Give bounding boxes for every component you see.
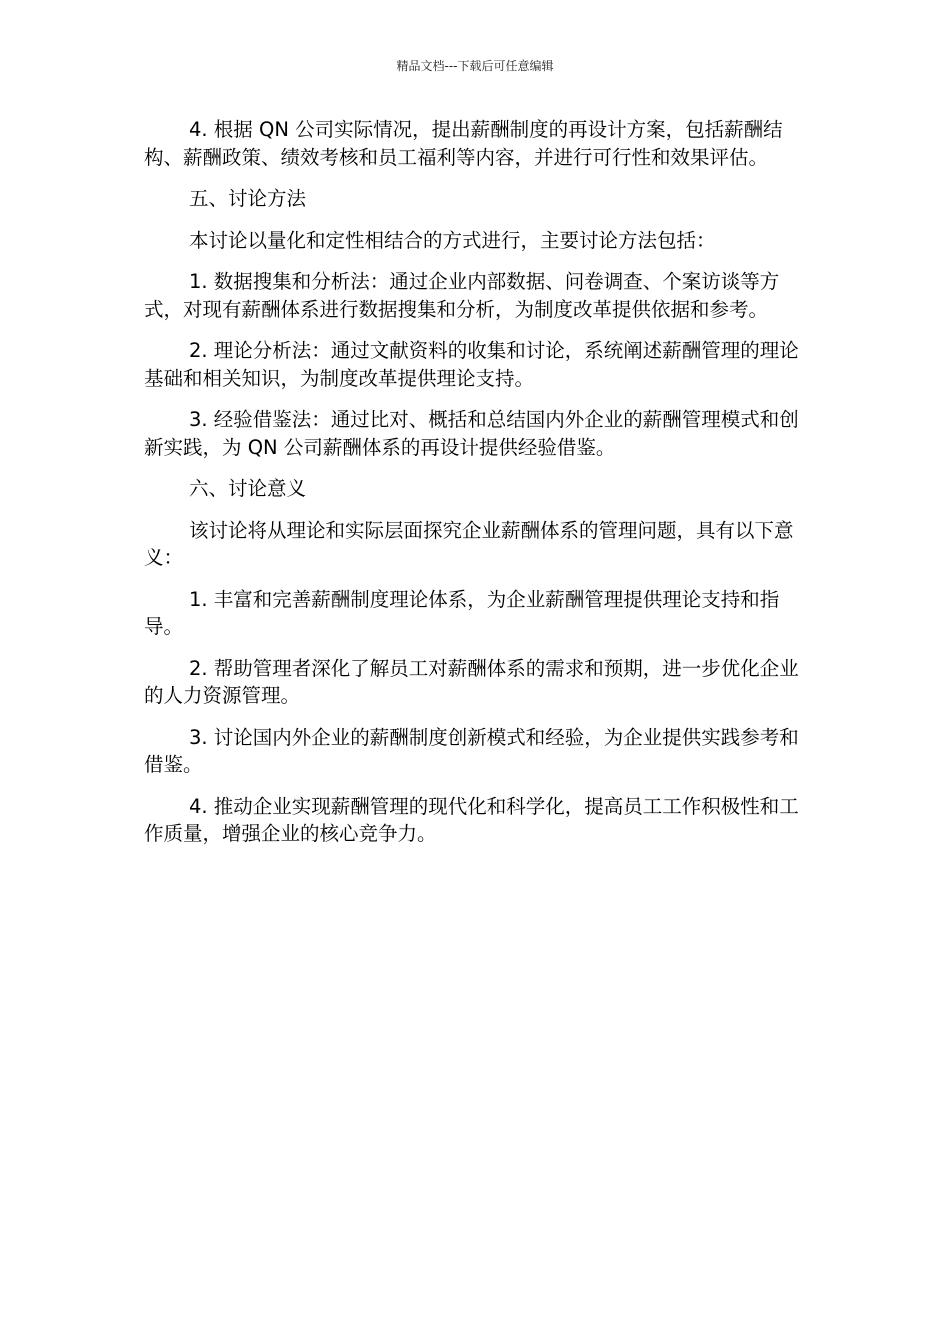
- paragraph-method-2: 2. 理论分析法：通过文献资料的收集和讨论，系统阐述薪酬管理的理论基础和相关知识，为制度改革提供理论支持。: [144, 339, 799, 390]
- paragraph-significance-4: 4. 推动企业实现薪酬管理的现代化和科学化，提高员工工作积极性和工作质量，增强企业的核心竞争力。: [144, 794, 799, 845]
- paragraph-proposal-item-4: 4. 根据 QN 公司实际情况，提出薪酬制度的再设计方案，包括薪酬结构、薪酬政策、绩效考核和员工福利等内容，并进行可行性和效果评估。: [144, 118, 783, 169]
- document-body: [144, 116, 804, 862]
- paragraph-significance-3: 3. 讨论国内外企业的薪酬制度创新模式和经验，为企业提供实践参考和借鉴。: [144, 725, 799, 776]
- paragraph-method-3: 3. 经验借鉴法：通过比对、概括和总结国内外企业的薪酬管理模式和创新实践，为 QN 公司薪酬体系的再设计提供经验借鉴。: [144, 408, 799, 459]
- section-heading-significance: 六、讨论意义: [189, 477, 307, 500]
- paragraph-significance-intro: 该讨论将从理论和实际层面探究企业薪酬体系的管理问题，具有以下意义：: [144, 518, 794, 569]
- page-header: 精品文档---下载后可任意编辑: [396, 59, 554, 73]
- paragraph-method-1: 1. 数据搜集和分析法：通过企业内部数据、问卷调查、个案访谈等方式，对现有薪酬体系进行数据搜集和分析，为制度改革提供依据和参考。: [144, 270, 780, 321]
- section-heading-methods: 五、讨论方法: [189, 187, 307, 210]
- paragraph-methods-intro: 本讨论以量化和定性相结合的方式进行，主要讨论方法包括：: [189, 228, 716, 252]
- paragraph-significance-2: 2. 帮助管理者深化了解员工对薪酬体系的需求和预期，进一步优化企业的人力资源管理。: [144, 656, 799, 707]
- paragraph-significance-1: 1. 丰富和完善薪酬制度理论体系，为企业薪酬管理提供理论支持和指导。: [144, 587, 780, 638]
